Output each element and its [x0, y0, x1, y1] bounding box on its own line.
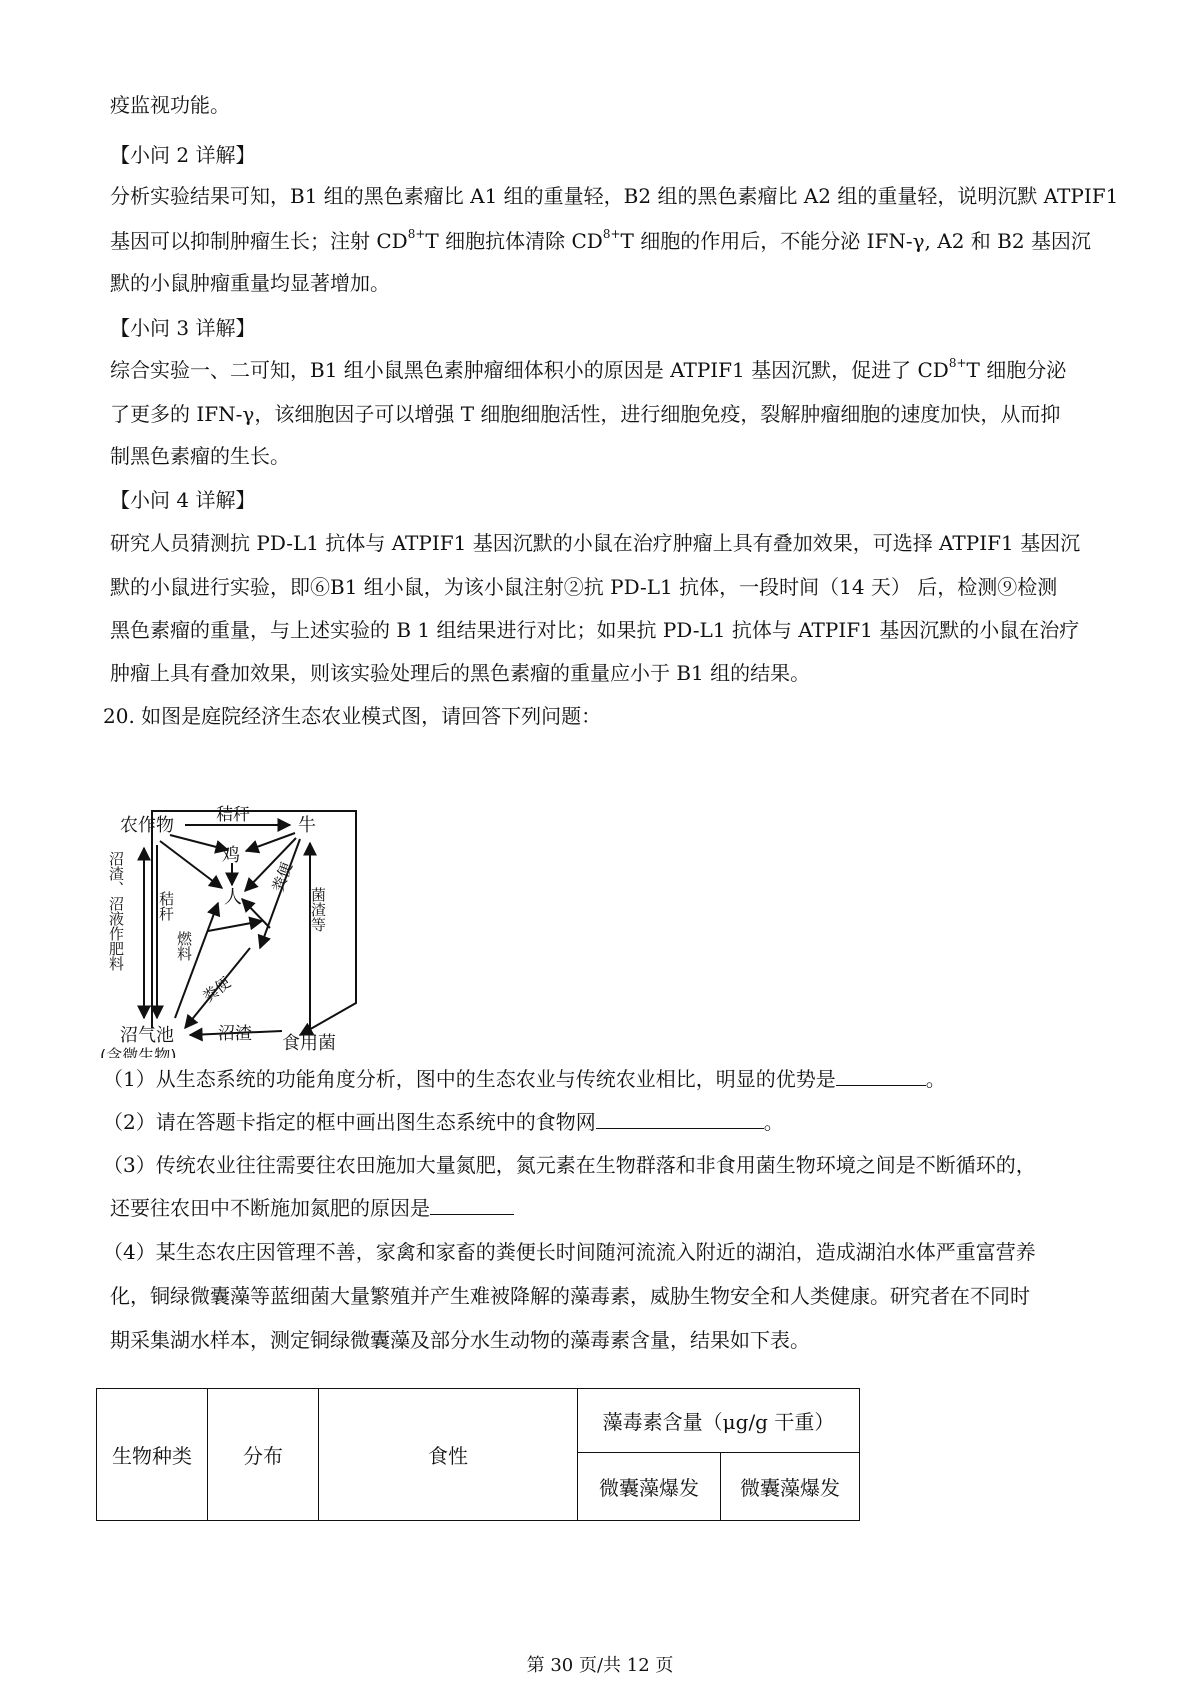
paragraph-line: [110, 1195, 514, 1221]
answer-blank: [836, 1067, 926, 1086]
question-20-4: （4）某生态农庄因管理不善，家禽和家畜的粪便长时间随河流流入附近的湖泊，造成湖泊水体严重富营养: [103, 1240, 1036, 1264]
text-span: 。: [925, 1067, 946, 1091]
answer-blank: [596, 1110, 764, 1129]
page-footer: 第 30 页/共 12 页: [526, 1655, 674, 1676]
text-span: （2）请在答题卡指定的框中画出图生态系统中的食物网: [103, 1110, 596, 1134]
paragraph-line: [110, 357, 1066, 383]
paragraph-line: 制黑色素瘤的生长。: [110, 444, 290, 468]
section-heading: 【小问 3 详解】: [110, 316, 256, 340]
node-chicken: 鸡: [222, 845, 240, 866]
node-crops: 农作物: [120, 815, 174, 836]
text-span: T 细胞分泌: [966, 358, 1067, 382]
question-20-3: （3）传统农业往往需要往农田施加大量氮肥，氮元素在生物群落和非食用菌生物环境之间是不断循环的，: [103, 1153, 1036, 1177]
question-20-title: 20. 如图是庭院经济生态农业模式图，请回答下列问题：: [103, 704, 602, 728]
node-biogas-sub: (含微生物): [100, 1046, 177, 1058]
node-human: 人: [224, 887, 242, 908]
label-fungus-residue: 菌渣等: [309, 887, 327, 932]
label-straw-top: 秸秆: [216, 805, 250, 825]
header-species: 生物种类: [97, 1389, 208, 1521]
node-cattle: 牛: [298, 815, 316, 836]
header-diet: 食性: [319, 1389, 578, 1521]
label-biogas-residue: 沼渣: [218, 1024, 252, 1044]
superscript: 8+: [407, 227, 426, 242]
paragraph-line: 肿瘤上具有叠加效果，则该实验处理后的黑色素瘤的重量应小于 B1 组的结果。: [110, 661, 811, 685]
eco-agriculture-diagram: [100, 803, 430, 1058]
section-heading: 【小问 4 详解】: [110, 488, 256, 512]
section-heading: 【小问 2 详解】: [110, 143, 256, 167]
superscript: 8+: [602, 227, 621, 242]
diagram-svg: [100, 803, 430, 1058]
label-residue-left: 沼渣、沼液作肥料: [107, 851, 125, 971]
paragraph-line: 了更多的 IFN-γ，该细胞因子可以增强 T 细胞细胞活性，进行细胞免疫，裂解肿瘤细胞的速度加快，从而抑: [110, 402, 1061, 426]
node-fungus: 食用菌: [282, 1033, 336, 1054]
label-straw-mid: 秸秆: [157, 891, 175, 921]
text-span: 综合实验一、二可知，B1 组小鼠黑色素肿瘤细体积小的原因是 ATPIF1 基因沉默，促进了 CD: [110, 358, 949, 382]
superscript: 8+: [948, 356, 967, 371]
toxin-table: [96, 1388, 860, 1521]
header-toxin: 藻毒素含量（μg/g 干重）: [578, 1389, 860, 1453]
paragraph-line: 默的小鼠进行实验，即⑥B1 组小鼠，为该小鼠注射②抗 PD-L1 抗体，一段时间（14 天） 后，检测⑨检测: [110, 575, 1058, 599]
paragraph-line: [110, 228, 1091, 254]
question-20-1: [103, 1066, 946, 1092]
paragraph-line: 研究人员猜测抗 PD-L1 抗体与 ATPIF1 基因沉默的小鼠在治疗肿瘤上具有叠加效果，可选择 ATPIF1 基因沉: [110, 531, 1081, 555]
text-span: 。: [763, 1110, 784, 1134]
text-span: 基因可以抑制肿瘤生长；注射 CD: [110, 229, 408, 253]
header-distribution: 分布: [208, 1389, 319, 1521]
node-biogas: 沼气池: [120, 1025, 174, 1046]
answer-blank: [430, 1196, 514, 1215]
paragraph-line: 期采集湖水样本，测定铜绿微囊藻及部分水生动物的藻毒素含量，结果如下表。: [110, 1328, 810, 1352]
header-sub-1: 微囊藻爆发: [578, 1453, 721, 1521]
question-20-2: [103, 1109, 784, 1135]
paragraph-line: 黑色素瘤的重量，与上述实验的 B 1 组结果进行对比；如果抗 PD-L1 抗体与 ATPIF1 基因沉默的小鼠在治疗: [110, 618, 1080, 642]
text-span: T 细胞抗体清除 CD: [425, 229, 603, 253]
text-span: T 细胞的作用后，不能分泌 IFN-γ, A2 和 B2 基因沉: [620, 229, 1091, 253]
label-feces-mid: 粪便: [268, 860, 297, 895]
paragraph-line: 化，铜绿微囊藻等蓝细菌大量繁殖并产生难被降解的藻毒素，威胁生物安全和人类健康。研究者在不同时: [110, 1284, 1030, 1308]
paragraph-line: 疫监视功能。: [110, 93, 230, 117]
paragraph-line: 分析实验结果可知，B1 组的黑色素瘤比 A1 组的重量轻，B2 组的黑色素瘤比 A2 组的重量轻，说明沉默 ATPIF1: [110, 184, 1119, 208]
label-fuel: 燃料: [175, 931, 193, 961]
paragraph-line: 默的小鼠肿瘤重量均显著增加。: [110, 271, 390, 295]
text-span: （1）从生态系统的功能角度分析，图中的生态农业与传统农业相比，明显的优势是: [103, 1067, 836, 1091]
header-sub-2: 微囊藻爆发: [721, 1453, 860, 1521]
label-feces-low: 粪便: [199, 973, 235, 1007]
text-span: 还要往农田中不断施加氮肥的原因是: [110, 1196, 430, 1220]
